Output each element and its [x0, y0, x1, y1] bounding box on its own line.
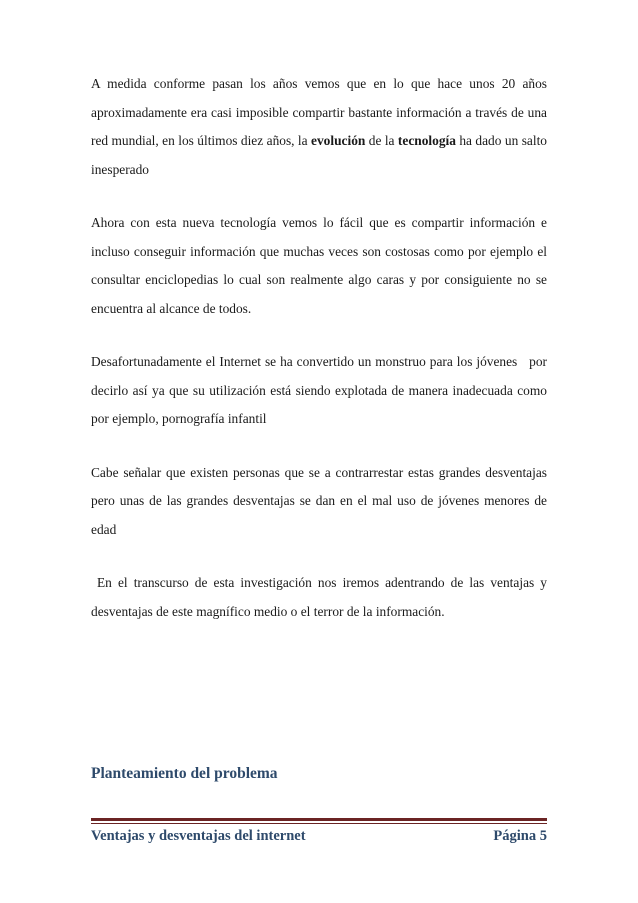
paragraph-1-text-2: de la [365, 133, 398, 148]
footer-divider-thin [91, 823, 547, 824]
paragraph-3 [91, 348, 551, 434]
paragraph-2 [91, 209, 547, 323]
paragraph-5-text: En el transcurso de esta investigación nos iremos adentrando de las ventajas y desventajas de este magnífico medio o el terror de la información. [91, 575, 547, 619]
paragraph-5 [91, 569, 547, 626]
bold-term-evolucion: evolución [311, 133, 366, 148]
paragraph-1-text-1: A medida conforme pasan los años vemos que en lo que hace unos 20 años aproximadamente era casi imposible compartir bastante información a través de una red mundial, en los últimos diez años, la [91, 76, 547, 148]
bold-term-tecnologia: tecnología [397, 133, 456, 148]
footer-divider-thick [91, 818, 547, 821]
page-footer [91, 828, 547, 845]
footer-page-number: Página 5 [493, 828, 547, 844]
paragraph-4 [91, 459, 547, 545]
paragraph-3-text: Desafortunadamente el Internet se ha convertido un monstruo para los jóvenes por decirlo así ya que su utilización está siendo explotada de manera inadecuada como por ejemplo, pornografía infantil [91, 354, 551, 426]
paragraph-1-text-3: ha dado un salto inesperado [91, 133, 547, 177]
document-body [91, 70, 551, 651]
section-heading: Planteamiento del problema [91, 765, 278, 782]
footer-title: Ventajas y desventajas del internet [91, 828, 306, 844]
paragraph-4-text: Cabe señalar que existen personas que se a contrarrestar estas grandes desventajas pero unas de las grandes desventajas se dan en el mal uso de jóvenes menores de edad [91, 464, 547, 537]
paragraph-2-text: Ahora con esta nueva tecnología vemos lo fácil que es compartir información e incluso conseguir información que muchas veces son costosas como por ejemplo el consultar enciclopedias lo cual son realmente algo caras y por consiguiente no se encuentra al alcance de todos. [91, 215, 547, 316]
paragraph-1 [91, 70, 547, 184]
